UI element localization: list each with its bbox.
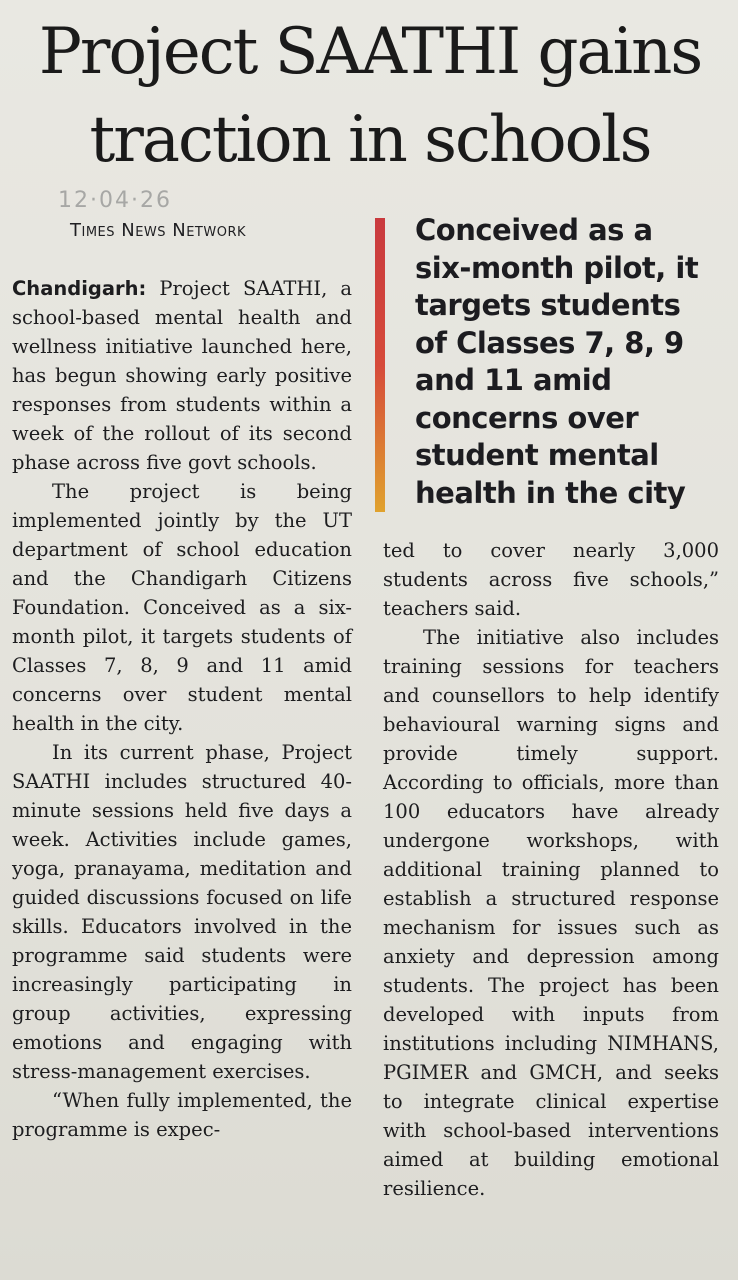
headline: Project SAATHI gains traction in schools — [38, 15, 702, 177]
article-paragraph: “When fully implemented, the programme is expec- — [12, 1089, 352, 1141]
pullquote: Conceived as a six-month pilot, it targets students of Classes 7, 8, 9 and 11 amid concerns over student mental health in the city — [415, 213, 699, 510]
article-paragraph: ted to cover nearly 3,000 students across five schools,” teachers said. — [383, 539, 719, 620]
article-paragraph — [12, 274, 352, 477]
byline: Times News Network — [70, 220, 247, 241]
handwritten-date: 12·04·26 — [58, 188, 172, 213]
pullquote-accent-bar — [375, 218, 385, 512]
article-paragraph: The project is being implemented jointly by the UT department of school education and the Chandigarh Citizens Foundation. Conceived as a six-month pilot, it targets students of Classes 7, 8, 9 and 11 amid concerns over student mental health in the city. — [12, 480, 352, 735]
article-paragraph: In its current phase, Project SAATHI includes structured 40-minute sessions held five days a week. Activities include games, yoga, pranayama, meditation and guided discussions focused on life skills. Educators involved in the programme said students were increasingly participating in group activities, expressing emotions and engaging with stress-management exercises. — [12, 741, 352, 1083]
article-paragraph: The initiative also includes training sessions for teachers and counsellors to help identify behavioural warning signs and provide timely support. According to officials, more than 100 educators have already undergone workshops, with additional training planned to establish a structured response mechanism for issues such as anxiety and depression among students. The project has been developed with inputs from institutions including NIMHANS, PGIMER and GMCH, and seeks to integrate clinical expertise with school-based interventions aimed at building emotional resilience. — [383, 626, 719, 1200]
article-paragraph-text: Project SAATHI, a school-based mental health and wellness initiative launched here, has begun showing early positive responses from students within a week of the rollout of its second phase across five govt schools. — [12, 277, 352, 474]
article-column-left — [12, 274, 352, 1144]
dateline: Chandigarh: — [12, 277, 147, 300]
article-column-right — [383, 536, 719, 1203]
